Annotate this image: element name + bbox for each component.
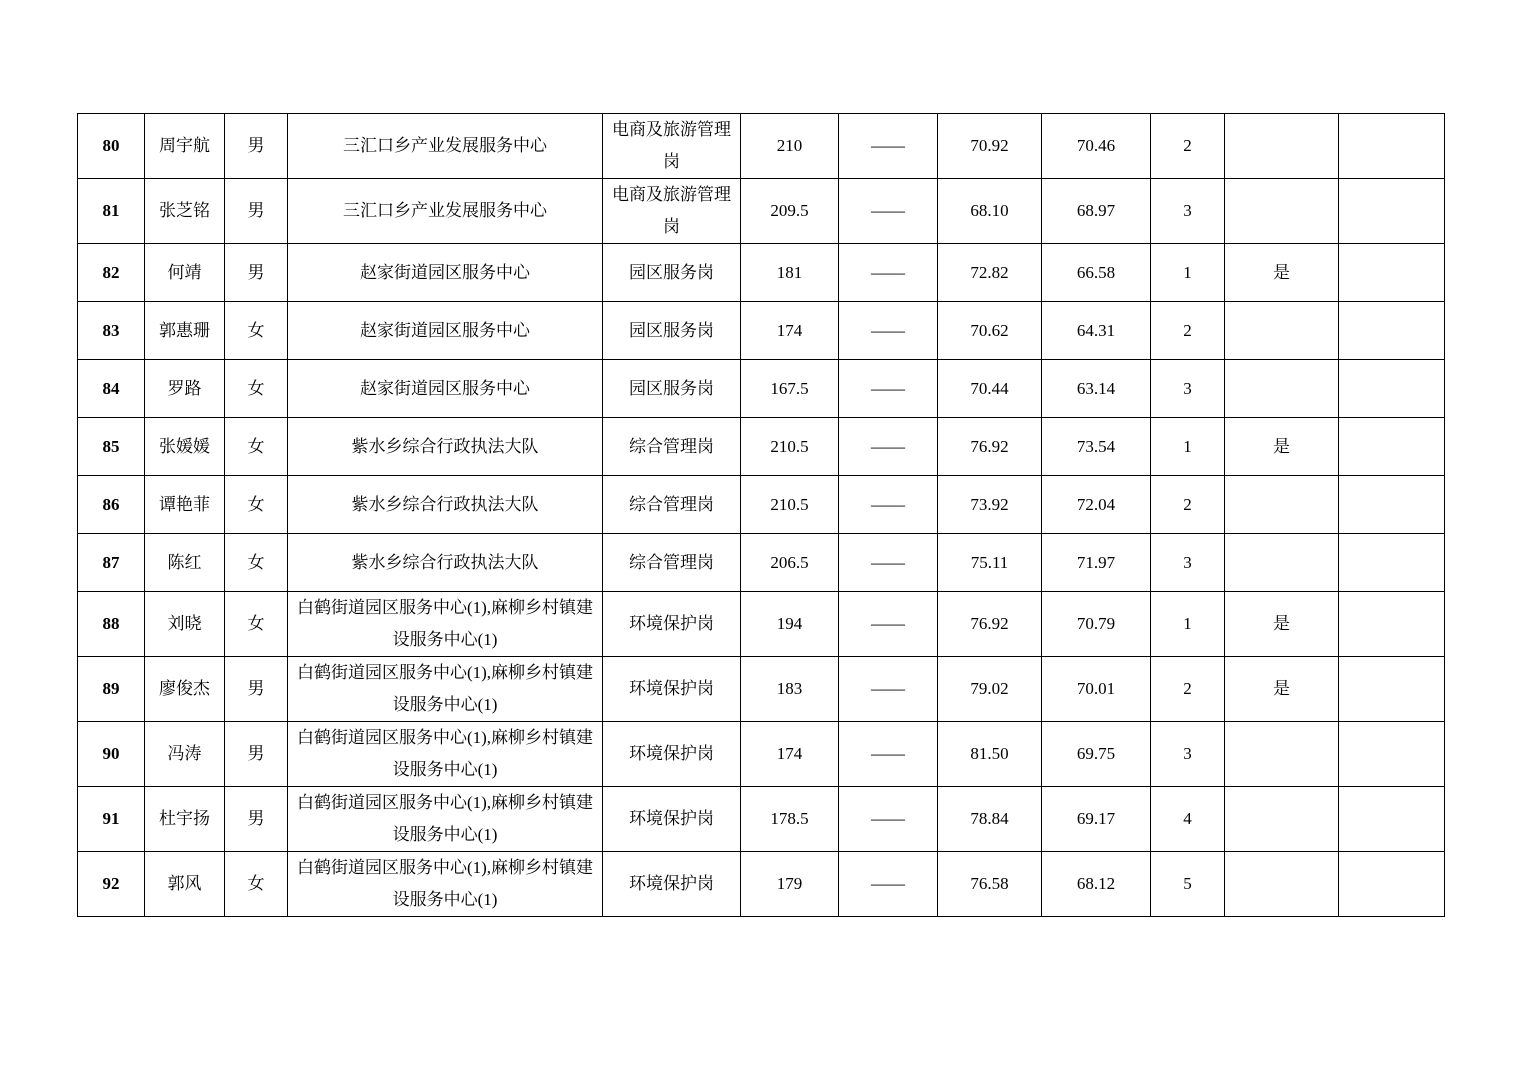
cell-interview-score: 81.50 — [938, 722, 1042, 787]
cell-number: 81 — [78, 179, 145, 244]
cell-rank: 1 — [1151, 592, 1225, 657]
cell-physical-exam — [1225, 476, 1339, 534]
cell-physical-exam — [1225, 722, 1339, 787]
cell-gender: 女 — [225, 852, 288, 917]
cell-bonus: —— — [839, 179, 938, 244]
cell-unit: 赵家街道园区服务中心 — [288, 360, 603, 418]
cell-note — [1339, 476, 1445, 534]
cell-physical-exam: 是 — [1225, 592, 1339, 657]
cell-rank: 2 — [1151, 476, 1225, 534]
cell-written-score: 194 — [741, 592, 839, 657]
cell-unit: 白鹤街道园区服务中心(1),麻柳乡村镇建设服务中心(1) — [288, 657, 603, 722]
cell-physical-exam — [1225, 534, 1339, 592]
cell-note — [1339, 787, 1445, 852]
cell-total-score: 68.12 — [1042, 852, 1151, 917]
cell-unit: 紫水乡综合行政执法大队 — [288, 418, 603, 476]
cell-physical-exam: 是 — [1225, 657, 1339, 722]
cell-bonus: —— — [839, 657, 938, 722]
cell-number: 91 — [78, 787, 145, 852]
cell-note — [1339, 418, 1445, 476]
cell-note — [1339, 722, 1445, 787]
cell-rank: 1 — [1151, 244, 1225, 302]
cell-total-score: 70.01 — [1042, 657, 1151, 722]
cell-number: 87 — [78, 534, 145, 592]
cell-written-score: 183 — [741, 657, 839, 722]
cell-total-score: 66.58 — [1042, 244, 1151, 302]
cell-rank: 3 — [1151, 722, 1225, 787]
cell-unit: 白鹤街道园区服务中心(1),麻柳乡村镇建设服务中心(1) — [288, 722, 603, 787]
cell-post: 综合管理岗 — [603, 418, 741, 476]
cell-post: 园区服务岗 — [603, 244, 741, 302]
cell-name: 何靖 — [145, 244, 225, 302]
cell-interview-score: 75.11 — [938, 534, 1042, 592]
cell-gender: 男 — [225, 179, 288, 244]
table-row — [78, 657, 1445, 722]
cell-gender: 女 — [225, 360, 288, 418]
cell-post: 电商及旅游管理岗 — [603, 179, 741, 244]
cell-note — [1339, 244, 1445, 302]
cell-interview-score: 76.92 — [938, 418, 1042, 476]
cell-rank: 2 — [1151, 657, 1225, 722]
cell-post: 园区服务岗 — [603, 360, 741, 418]
cell-bonus: —— — [839, 360, 938, 418]
cell-written-score: 178.5 — [741, 787, 839, 852]
cell-total-score: 70.46 — [1042, 114, 1151, 179]
cell-bonus: —— — [839, 787, 938, 852]
table-row — [78, 244, 1445, 302]
cell-number: 82 — [78, 244, 145, 302]
cell-number: 89 — [78, 657, 145, 722]
cell-note — [1339, 114, 1445, 179]
cell-number: 88 — [78, 592, 145, 657]
cell-number: 80 — [78, 114, 145, 179]
table-row — [78, 722, 1445, 787]
table-row — [78, 302, 1445, 360]
cell-post: 综合管理岗 — [603, 534, 741, 592]
cell-written-score: 181 — [741, 244, 839, 302]
cell-bonus: —— — [839, 476, 938, 534]
table-row — [78, 592, 1445, 657]
cell-bonus: —— — [839, 592, 938, 657]
cell-physical-exam — [1225, 360, 1339, 418]
cell-bonus: —— — [839, 852, 938, 917]
cell-name: 刘晓 — [145, 592, 225, 657]
cell-unit: 白鹤街道园区服务中心(1),麻柳乡村镇建设服务中心(1) — [288, 852, 603, 917]
cell-written-score: 174 — [741, 302, 839, 360]
cell-number: 84 — [78, 360, 145, 418]
cell-note — [1339, 852, 1445, 917]
cell-gender: 女 — [225, 592, 288, 657]
cell-post: 综合管理岗 — [603, 476, 741, 534]
cell-interview-score: 78.84 — [938, 787, 1042, 852]
cell-post: 环境保护岗 — [603, 592, 741, 657]
cell-bonus: —— — [839, 302, 938, 360]
cell-interview-score: 70.44 — [938, 360, 1042, 418]
cell-rank: 4 — [1151, 787, 1225, 852]
cell-name: 周宇航 — [145, 114, 225, 179]
cell-bonus: —— — [839, 114, 938, 179]
cell-number: 83 — [78, 302, 145, 360]
cell-unit: 赵家街道园区服务中心 — [288, 244, 603, 302]
cell-post: 环境保护岗 — [603, 852, 741, 917]
cell-unit: 赵家街道园区服务中心 — [288, 302, 603, 360]
cell-note — [1339, 360, 1445, 418]
table-row — [78, 534, 1445, 592]
cell-physical-exam — [1225, 179, 1339, 244]
cell-total-score: 64.31 — [1042, 302, 1151, 360]
cell-note — [1339, 302, 1445, 360]
cell-unit: 三汇口乡产业发展服务中心 — [288, 179, 603, 244]
cell-interview-score: 73.92 — [938, 476, 1042, 534]
cell-physical-exam: 是 — [1225, 244, 1339, 302]
cell-gender: 女 — [225, 418, 288, 476]
cell-written-score: 209.5 — [741, 179, 839, 244]
cell-gender: 男 — [225, 244, 288, 302]
cell-name: 张芝铭 — [145, 179, 225, 244]
cell-total-score: 71.97 — [1042, 534, 1151, 592]
table-row — [78, 418, 1445, 476]
table-body — [78, 114, 1445, 917]
cell-written-score: 210 — [741, 114, 839, 179]
cell-written-score: 179 — [741, 852, 839, 917]
cell-interview-score: 76.58 — [938, 852, 1042, 917]
cell-note — [1339, 534, 1445, 592]
table-row — [78, 360, 1445, 418]
cell-unit: 紫水乡综合行政执法大队 — [288, 476, 603, 534]
cell-note — [1339, 592, 1445, 657]
cell-bonus: —— — [839, 534, 938, 592]
cell-name: 廖俊杰 — [145, 657, 225, 722]
cell-total-score: 69.17 — [1042, 787, 1151, 852]
cell-gender: 女 — [225, 476, 288, 534]
cell-name: 冯涛 — [145, 722, 225, 787]
cell-written-score: 167.5 — [741, 360, 839, 418]
cell-rank: 1 — [1151, 418, 1225, 476]
cell-number: 92 — [78, 852, 145, 917]
cell-rank: 2 — [1151, 114, 1225, 179]
cell-bonus: —— — [839, 244, 938, 302]
cell-interview-score: 68.10 — [938, 179, 1042, 244]
cell-interview-score: 70.62 — [938, 302, 1042, 360]
cell-rank: 3 — [1151, 179, 1225, 244]
cell-note — [1339, 179, 1445, 244]
results-table — [77, 113, 1445, 917]
cell-total-score: 68.97 — [1042, 179, 1151, 244]
cell-gender: 男 — [225, 657, 288, 722]
table-row — [78, 787, 1445, 852]
cell-unit: 三汇口乡产业发展服务中心 — [288, 114, 603, 179]
cell-name: 张媛媛 — [145, 418, 225, 476]
cell-unit: 白鹤街道园区服务中心(1),麻柳乡村镇建设服务中心(1) — [288, 787, 603, 852]
cell-rank: 3 — [1151, 534, 1225, 592]
cell-total-score: 69.75 — [1042, 722, 1151, 787]
cell-rank: 3 — [1151, 360, 1225, 418]
cell-post: 环境保护岗 — [603, 657, 741, 722]
cell-physical-exam — [1225, 852, 1339, 917]
table-row — [78, 114, 1445, 179]
cell-interview-score: 72.82 — [938, 244, 1042, 302]
cell-name: 郭风 — [145, 852, 225, 917]
cell-number: 86 — [78, 476, 145, 534]
cell-name: 郭惠珊 — [145, 302, 225, 360]
cell-gender: 女 — [225, 302, 288, 360]
cell-interview-score: 79.02 — [938, 657, 1042, 722]
cell-bonus: —— — [839, 722, 938, 787]
cell-total-score: 70.79 — [1042, 592, 1151, 657]
cell-written-score: 210.5 — [741, 476, 839, 534]
table-row — [78, 476, 1445, 534]
cell-post: 环境保护岗 — [603, 787, 741, 852]
cell-gender: 女 — [225, 534, 288, 592]
cell-unit: 紫水乡综合行政执法大队 — [288, 534, 603, 592]
cell-number: 85 — [78, 418, 145, 476]
cell-physical-exam — [1225, 114, 1339, 179]
cell-unit: 白鹤街道园区服务中心(1),麻柳乡村镇建设服务中心(1) — [288, 592, 603, 657]
cell-name: 谭艳菲 — [145, 476, 225, 534]
cell-post: 园区服务岗 — [603, 302, 741, 360]
cell-interview-score: 70.92 — [938, 114, 1042, 179]
cell-number: 90 — [78, 722, 145, 787]
cell-written-score: 174 — [741, 722, 839, 787]
cell-name: 杜宇扬 — [145, 787, 225, 852]
cell-rank: 5 — [1151, 852, 1225, 917]
cell-written-score: 210.5 — [741, 418, 839, 476]
cell-rank: 2 — [1151, 302, 1225, 360]
cell-physical-exam — [1225, 302, 1339, 360]
cell-physical-exam: 是 — [1225, 418, 1339, 476]
table-row — [78, 852, 1445, 917]
cell-name: 陈红 — [145, 534, 225, 592]
table-row — [78, 179, 1445, 244]
cell-total-score: 63.14 — [1042, 360, 1151, 418]
cell-interview-score: 76.92 — [938, 592, 1042, 657]
cell-post: 环境保护岗 — [603, 722, 741, 787]
cell-bonus: —— — [839, 418, 938, 476]
cell-written-score: 206.5 — [741, 534, 839, 592]
cell-total-score: 72.04 — [1042, 476, 1151, 534]
cell-gender: 男 — [225, 787, 288, 852]
cell-note — [1339, 657, 1445, 722]
cell-physical-exam — [1225, 787, 1339, 852]
cell-gender: 男 — [225, 722, 288, 787]
cell-name: 罗路 — [145, 360, 225, 418]
cell-post: 电商及旅游管理岗 — [603, 114, 741, 179]
cell-total-score: 73.54 — [1042, 418, 1151, 476]
cell-gender: 男 — [225, 114, 288, 179]
